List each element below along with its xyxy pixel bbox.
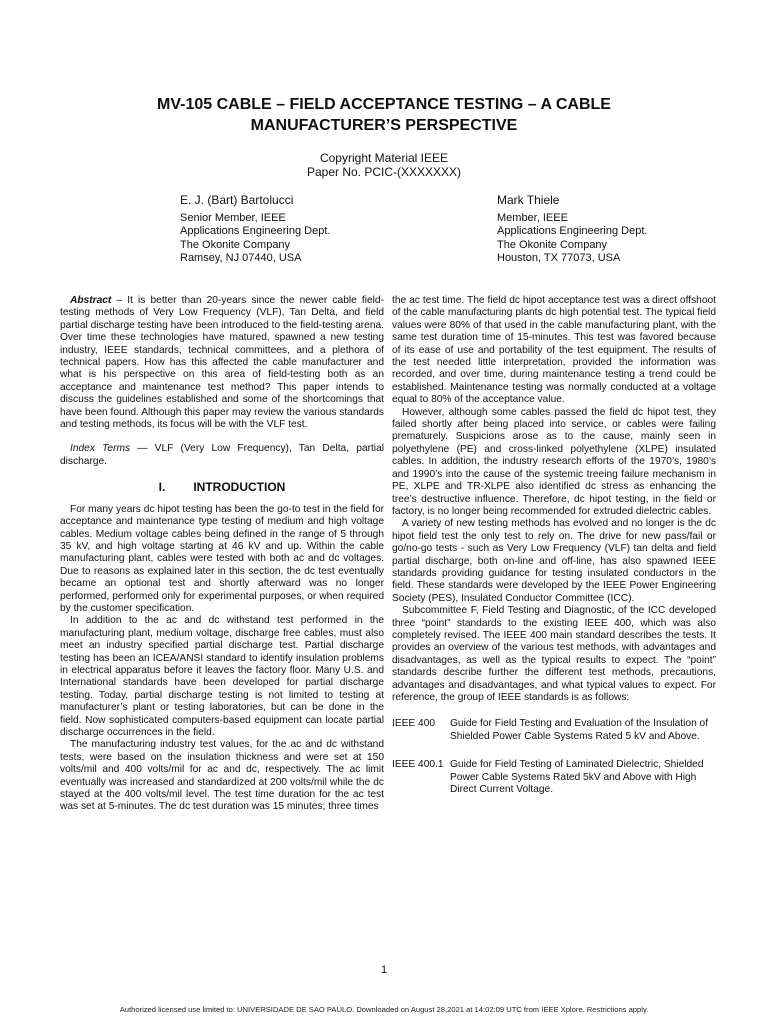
section-title: INTRODUCTION [193,480,286,495]
paragraph: The manufacturing industry test values, for the ac and dc withstand tests, were based on the insulation thickness and were set at 150 volts/mil and 400 volts/mil for ac and dc, respectively. The ac limit eventually was increased and standardized at 200 volts/mil while the dc stayed at the 400 volts/mil level. The test time duration for the ac test was set at 5-minutes. The dc test duration was 15 minutes; three times [60,739,384,813]
index-terms [60,443,384,468]
author-affiliation-line: Applications Engineering Dept. [180,225,331,237]
copyright-block [0,151,768,179]
standard-entry [392,718,716,743]
abstract-label: Abstract [70,295,112,306]
author-2 [497,194,647,266]
standard-code: IEEE 400 [392,718,436,730]
author-affiliation-line: Senior Member, IEEE [180,211,286,224]
page-number: 1 [380,964,388,976]
title-line-2: MANUFACTURER’S PERSPECTIVE [250,117,518,134]
paragraph: In addition to the ac and dc withstand test performed in the manufacturing plant, medium voltage, discharge free cables, must also meet an industry specified partial discharge test. Partial discharge testing has been an ICEA/ANSI standard to identify insulation problems in electrical apparatus before it leaves the factory floor. Many U.S. and International standards have been developed for partial discharge testing. Today, partial discharge testing is not limited to testing at manufacturer’s plant or testing laboratories, but can be done in the field. Now sophisticated computers-based equipment can locate partial discharge occurrences in the field. [60,615,384,738]
standard-description: Guide for Field Testing and Evaluation of the Insulation of Shielded Power Cable Systems Rated 5 kV and Above. [450,718,709,742]
left-column [60,295,384,814]
paper-title [60,94,708,136]
author-name: E. J. (Bart) Bartolucci [180,193,294,207]
author-affiliation-line: Ramsey, NJ 07440, USA [180,252,302,264]
author-affiliation-line: Applications Engineering Dept. [497,225,648,237]
author-affiliation-line: The Okonite Company [180,238,291,251]
section-number: I. [158,480,166,495]
paragraph: the ac test time. The field dc hipot acceptance test was a direct offshoot of the cable manufacturing plants dc high potential test. The typical field values were 80% of that used in the cable manufacturing plant, with the same test duration time of 15-minutes. This test was favored because of its ease of use and portability of the test equipment. The results of the test needed little interpretation, provided the information was recorded, and over time, during maintenance testing a trend could be established. Maintenance testing was normally conducted at a voltage equal to 80% of the acceptance value. [392,295,716,406]
paper-number: Paper No. PCIC-(XXXXXXX) [306,165,462,179]
right-column [392,295,716,796]
paragraph: For many years dc hipot testing has been the go-to test in the field for acceptance and maintenance type testing of medium and high voltage cables. Medium voltage cables being defined in the range of 5 through 35 kV, and high voltage starting at 46 kV and up. Within the cable manufacturing plant, cables were tested with both ac and dc voltages. Due to reasons as explained later in this section, the dc test eventually became an optional test and shortly afterward was no longer performed, performed only for experimental purposes, or when required by the customer specification. [60,503,384,614]
author-affiliation-line: Member, IEEE [497,211,568,224]
section-heading [60,481,384,493]
index-terms-text: — VLF (Very Low Frequency), Tan Delta, partial discharge. [60,443,384,467]
abstract-text: – It is better than 20-years since the newer cable field-testing methods of Very Low Frequency (VLF), Tan Delta, and field partial discharge testing have been introduced to the field-testing arena. Over time these technologies have matured, spawned a new testing industry, IEEE standards, technical committees, and a plethora of technical papers. How has this affected the cable manufacturer and what is his perspective on this area of field-testing both as an acceptance and maintenance test method? This paper intends to discuss the guidelines established and some of the shortcomings that have been found. Although this paper may review the various standards and testing methods, its focus will be with the VLF test. [60,295,384,431]
author-affiliation-line: The Okonite Company [497,238,608,251]
abstract [60,295,384,431]
paragraph: Subcommittee F, Field Testing and Diagnostic, of the ICC developed three “point” standards to the existing IEEE 400, which was also completely revised. The IEEE 400 main standard describes the tests. It provides an overview of the various test methods, with advantages and disadvantages, as well as the typical results to expect. The “point” standards describe further the different test methods, precautions, advantages and disadvantages, and what typical values to expect. For reference, the group of IEEE standards is as follows: [392,605,716,703]
standard-entry [392,759,716,796]
paragraph: A variety of new testing methods has evolved and no longer is the dc hipot field test the only test to rely on. The drive for new pass/fail or go/no-go tests - such as Very Low Frequency (VLF) tan delta and field partial discharge, both on-line and off-line, has also spawned IEEE standards providing guidance for testing insulated conductors in the field. These standards were developed by the IEEE Power Engineering Society (PES), Insulated Conductor Committee (ICC). [392,518,716,604]
author-name: Mark Thiele [497,193,560,207]
title-line-1: MV-105 CABLE – FIELD ACCEPTANCE TESTING – A CABLE [157,96,611,113]
author-affiliation-line: Houston, TX 77073, USA [497,252,621,264]
license-footer: Authorized licensed use limited to: UNIVERSIDADE DE SAO PAULO. Downloaded on August 28,2021 at 14:02:09 UTC from IEEE Xplore. Restrictions apply. [119,1005,649,1014]
index-terms-label: Index Terms [70,443,131,455]
standard-code: IEEE 400.1 [392,759,444,771]
standard-description: Guide for Field Testing of Laminated Dielectric, Shielded Power Cable Systems Rated 5kV and Above with High Direct Current Voltage. [450,759,704,796]
copyright-notice: Copyright Material IEEE [319,151,449,165]
paragraph: However, although some cables passed the field dc hipot test, they failed shortly after being placed into service, or cables were failing prematurely. Suspicions arose as to the cause, mainly seen in polyethylene (PE) and cross-linked polyethylene (XLPE) insulated cables. In addition, the industry research efforts of the 1970’s, 1980’s and 1990’s into the cause of the systemic treeing failure mechanism in PE, XLPE and TR-XLPE also identified dc stress as enhancing the tree’s destructive influence. Therefore, dc hipot testing, in the field or factory, is no longer being recommended for extruded dielectric cables. [392,406,716,517]
author-1 [180,194,330,266]
